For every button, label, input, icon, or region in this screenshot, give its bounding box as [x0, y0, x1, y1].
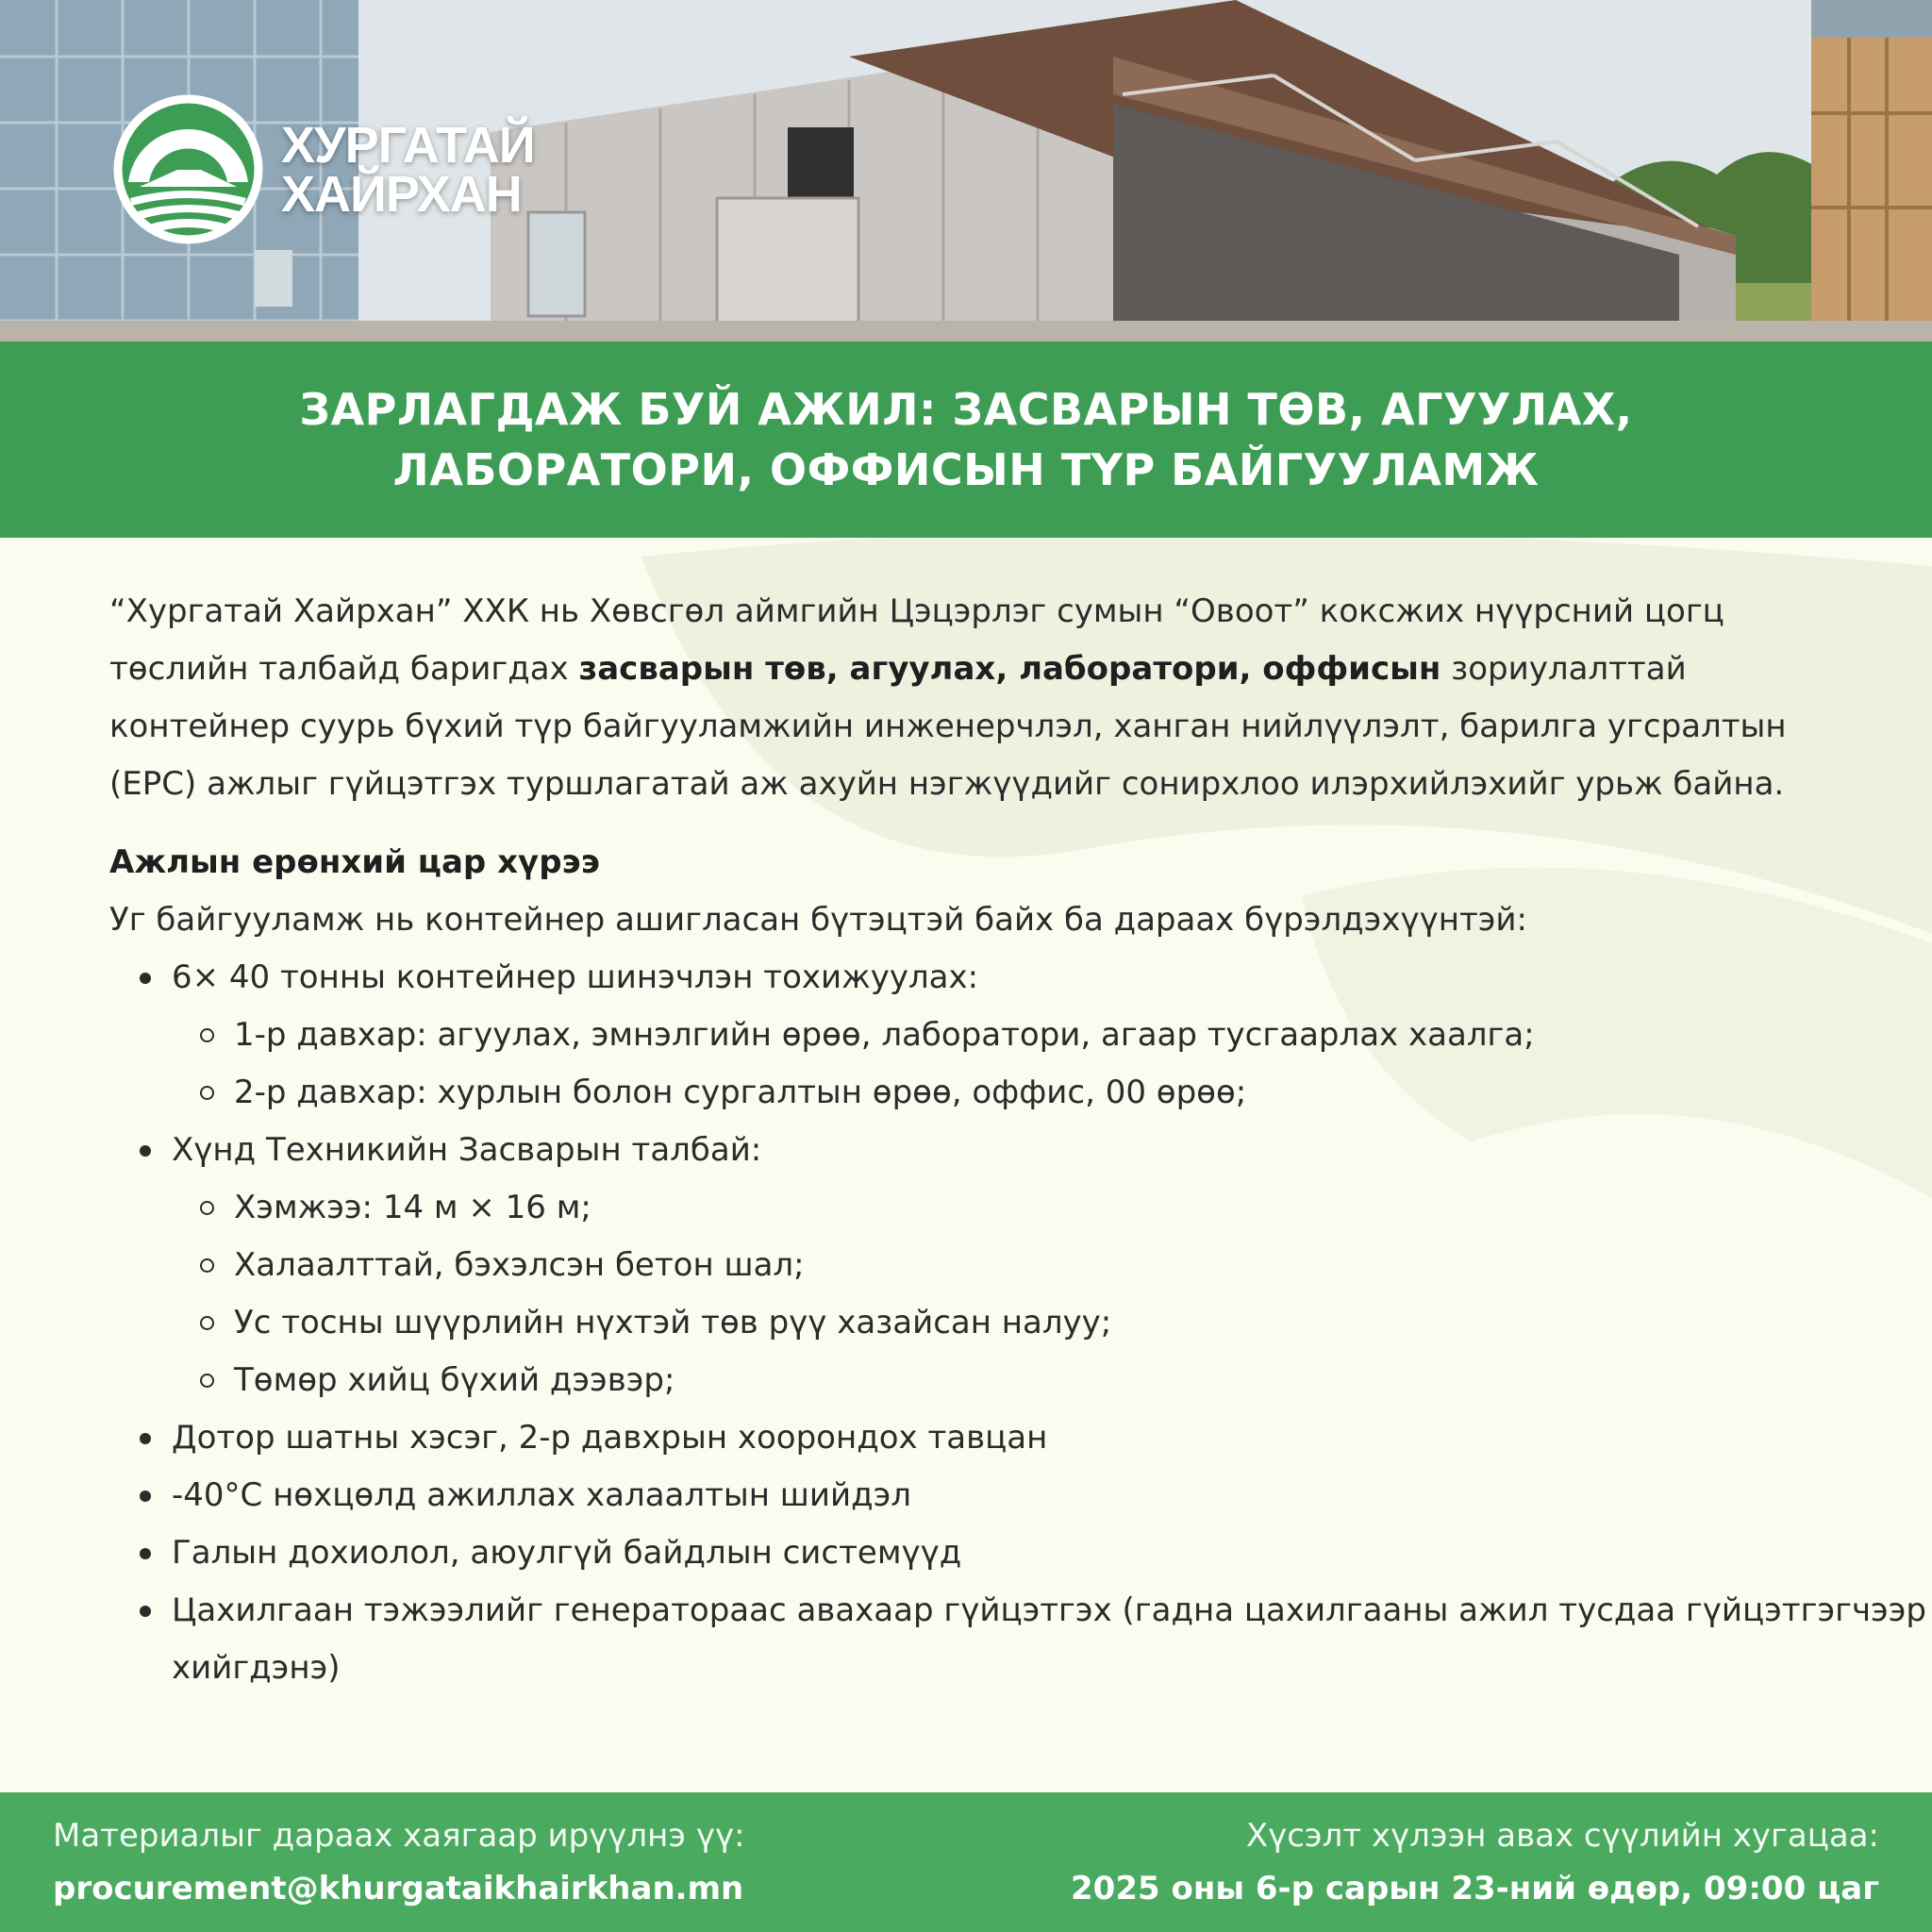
- page-title-line2: ЛАБОРАТОРИ, ОФФИСЫН ТҮР БАЙГУУЛАМЖ: [392, 444, 1540, 495]
- sub-list: [172, 1179, 1855, 1409]
- deadline-label: Хүсэлт хүлээн авах сүүлийн хугацаа:: [1245, 1817, 1879, 1855]
- list-item-text: Хүнд Техникийн Засварын талбай:: [172, 1131, 762, 1169]
- sub-list-item: Ус тосны шүүрлийн нүхтэй төв рүү хазайсан налуу;: [234, 1294, 1855, 1352]
- title-band: [0, 341, 1932, 538]
- hero-photo: [0, 0, 1932, 341]
- intro-text-end: зориулалттай контейнер суурь бүхий түр байгууламжийн инженерчлэл, ханган нийлүүлэлт, барилга угсралтын (EPC) ажлыг гүйцэтгэх туршлагатай аж ахуйн нэгжүүдийг сонирхлоо илэрхийлэхийг урьж байна.: [109, 650, 1787, 803]
- list-item: Дотор шатны хэсэг, 2-р давхрын хоорондох тавцан: [172, 1409, 1855, 1467]
- list-item: -40°C нөхцөлд ажиллах халаалтын шийдэл: [172, 1467, 1855, 1524]
- intro-paragraph: [109, 583, 1855, 813]
- sub-list-item: Төмөр хийц бүхий дээвэр;: [234, 1352, 1855, 1409]
- sub-list-item: 2-р давхар: хурлын болон сургалтын өрөө, оффис, 00 өрөө;: [234, 1064, 1855, 1122]
- deadline-value: 2025 оны 6-р сарын 23-ний өдөр, 09:00 цаг: [1071, 1870, 1879, 1907]
- logo-emblem-icon: [111, 92, 265, 246]
- sub-list-item: Хэмжээ: 14 м × 16 м;: [234, 1179, 1855, 1237]
- scope-heading: Ажлын ерөнхий цар хүрээ: [109, 843, 600, 881]
- list-item: [172, 949, 1855, 1122]
- submission-info: [53, 1813, 745, 1919]
- logo-name-line2: ХАЙРХАН: [281, 166, 522, 223]
- sub-list-item: 1-р давхар: агуулах, эмнэлгийн өрөө, лаборатори, агаар тусгаарлах хаалга;: [234, 1007, 1855, 1064]
- scope-lead: Уг байгууламж нь контейнер ашигласан бүтэцтэй байх ба дараах бүрэлдэхүүнтэй:: [109, 901, 1527, 939]
- submission-label: Материалыг дараах хаягаар ирүүлнэ үү:: [53, 1817, 745, 1855]
- list-item: Цахилгаан тэжээлийг генератораас авахаар гүйцэтгэх (гадна цахилгааны ажил тусдаа гүйцэтгэгчээр хийгдэнэ): [172, 1582, 1926, 1697]
- deadline-info: [1071, 1813, 1879, 1919]
- sub-list-item: Халаалттай, бэхэлсэн бетон шал;: [234, 1237, 1855, 1294]
- logo-name-line1: ХУРГАТАЙ: [281, 117, 535, 174]
- scope-list: [109, 949, 1926, 1697]
- intro-bold-phrase: засварын төв, агуулах, лаборатори, оффисын: [578, 650, 1441, 688]
- page-title-line1: ЗАРЛАГДАЖ БУЙ АЖИЛ: ЗАСВАРЫН ТӨВ, АГУУЛАХ,: [299, 384, 1633, 435]
- intro-text-start: “Хургатай Хайрхан” ХХК нь Хөвсгөл аймгийн Цэцэрлэг сумын “Овоот” коксжих нүүрсний цогц төслийн талбайд баригдах: [109, 592, 1724, 688]
- sub-list: [172, 1007, 1855, 1122]
- submission-email-link[interactable]: procurement@khurgataikhairkhan.mn: [53, 1870, 744, 1907]
- list-item: [172, 1122, 1855, 1409]
- company-logo: [111, 92, 535, 253]
- list-item: Галын дохиолол, аюулгүй байдлын системүүд: [172, 1524, 1855, 1582]
- logo-wordmark: [281, 117, 535, 223]
- main-content: [109, 583, 1926, 1697]
- page-title: [164, 379, 1768, 500]
- contact-footer: [0, 1792, 1932, 1932]
- list-item-text: 6× 40 тонны контейнер шинэчлэн тохижуулах:: [172, 958, 979, 996]
